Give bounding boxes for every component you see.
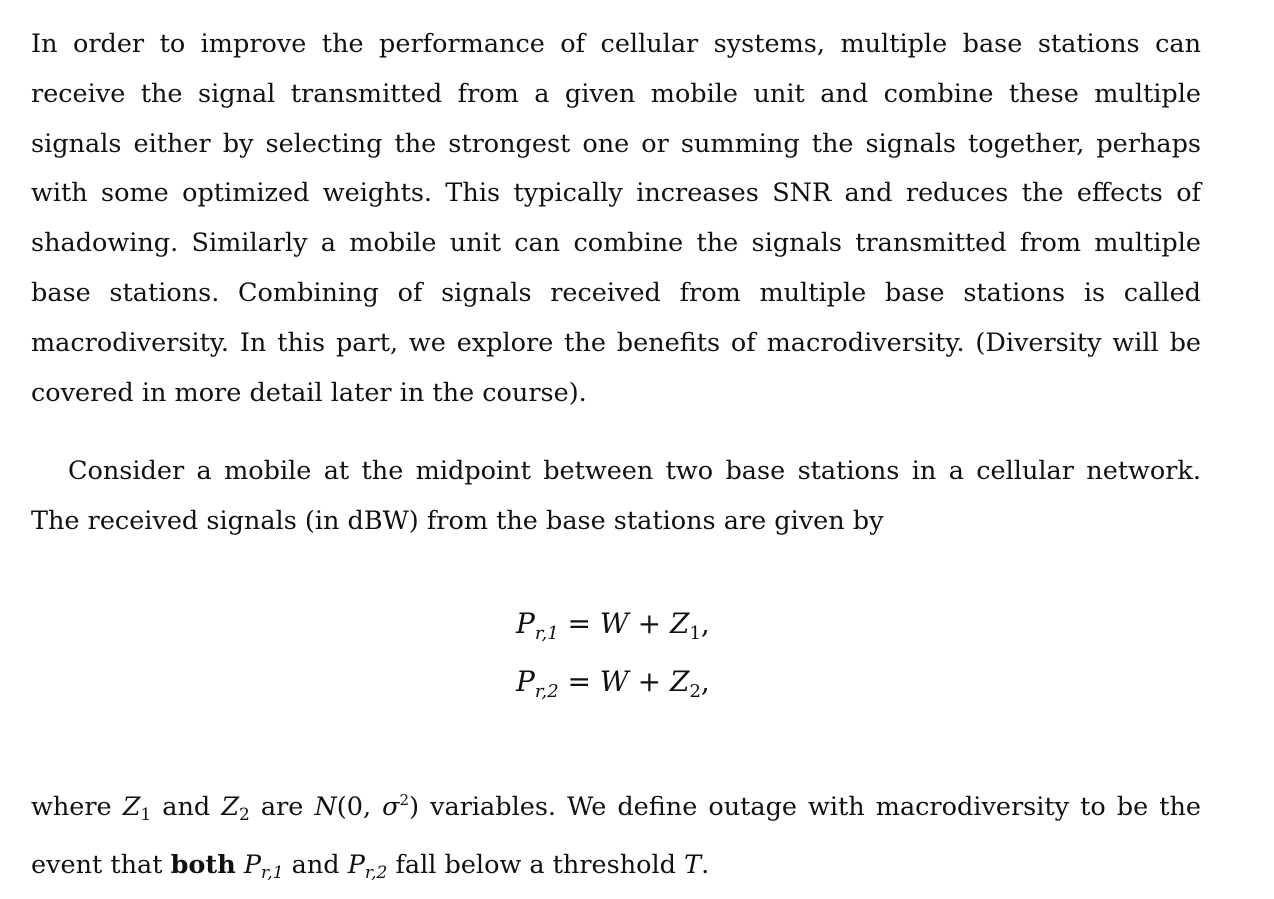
document-body	[31, 20, 1201, 899]
pr2-letter: P	[347, 849, 365, 880]
eq2-lhs-subscript: r,2	[534, 680, 559, 702]
eq1-lhs-subscript: r,1	[534, 622, 559, 644]
eq2-comma: ,	[700, 664, 710, 698]
eq1-lhs: P	[516, 606, 535, 640]
dist-letter: N	[314, 791, 337, 822]
eq2-plus: +	[628, 664, 670, 698]
outage-text-1: where	[31, 791, 123, 822]
eq2-z-subscript: 2	[689, 680, 701, 702]
outage-text-8: .	[701, 849, 710, 880]
equation-2	[516, 665, 710, 702]
outage-text-7: fall below a threshold	[387, 849, 685, 880]
dist-close: )	[409, 791, 420, 822]
both-emphasis: both	[170, 849, 236, 880]
z1-symbol	[122, 791, 152, 825]
outage-text-6: and	[283, 849, 348, 880]
normal-distribution	[314, 792, 419, 822]
outage-paragraph	[31, 776, 1201, 899]
eq1-w: W	[599, 606, 629, 640]
z1-letter: Z	[122, 791, 141, 822]
z2-letter: Z	[221, 791, 240, 822]
eq1-z-subscript: 1	[689, 622, 701, 644]
z2-subscript: 2	[239, 804, 250, 825]
pr1-letter: P	[243, 849, 262, 880]
eq1-equals: =	[558, 606, 600, 640]
equation-1	[516, 607, 710, 644]
sigma-superscript: 2	[399, 790, 410, 809]
outage-text-2: and	[151, 791, 222, 822]
sigma-symbol: σ	[382, 791, 400, 822]
threshold-symbol: T	[684, 849, 702, 880]
dist-open: (0,	[336, 791, 383, 822]
outage-text-5	[236, 850, 244, 880]
pr1-symbol	[243, 849, 284, 883]
pr2-symbol	[347, 849, 388, 883]
eq2-z: Z	[669, 664, 690, 698]
eq2-lhs: P	[516, 664, 535, 698]
eq2-equals: =	[558, 664, 600, 698]
eq1-plus: +	[628, 606, 670, 640]
equation-block	[31, 607, 1201, 731]
outage-text-3: are	[249, 791, 315, 822]
setup-paragraph: Consider a mobile at the midpoint between two base stations in a cellular network. The received signals (in dBW) from the base stations are given by	[31, 456, 1201, 537]
pr1-subscript: r,1	[261, 862, 284, 883]
z2-symbol	[221, 791, 250, 825]
eq1-comma: ,	[700, 606, 710, 640]
intro-paragraph: In order to improve the performance of cellular systems, multiple base stations can receive the signal transmitted from a given mobile unit and combine these multiple signals either by selecting the strongest one or summing the signals together, perhaps with some optimized weights. This typically increases SNR and reduces the effects of shadowing. Similarly a mobile unit can combine the signals transmitted from multiple base stations. Combining of signals received from multiple base stations is called macrodiversity. In this part, we explore the benefits of macrodiversity. (Diversity will be covered in more detail later in the course).	[31, 29, 1201, 408]
eq2-w: W	[599, 664, 629, 698]
pr2-subscript: r,2	[364, 862, 388, 883]
z1-subscript: 1	[140, 804, 152, 825]
eq1-z: Z	[669, 606, 690, 640]
outage-text-4: variables. We define outage with macrodiversity to be the event that	[31, 791, 1201, 880]
